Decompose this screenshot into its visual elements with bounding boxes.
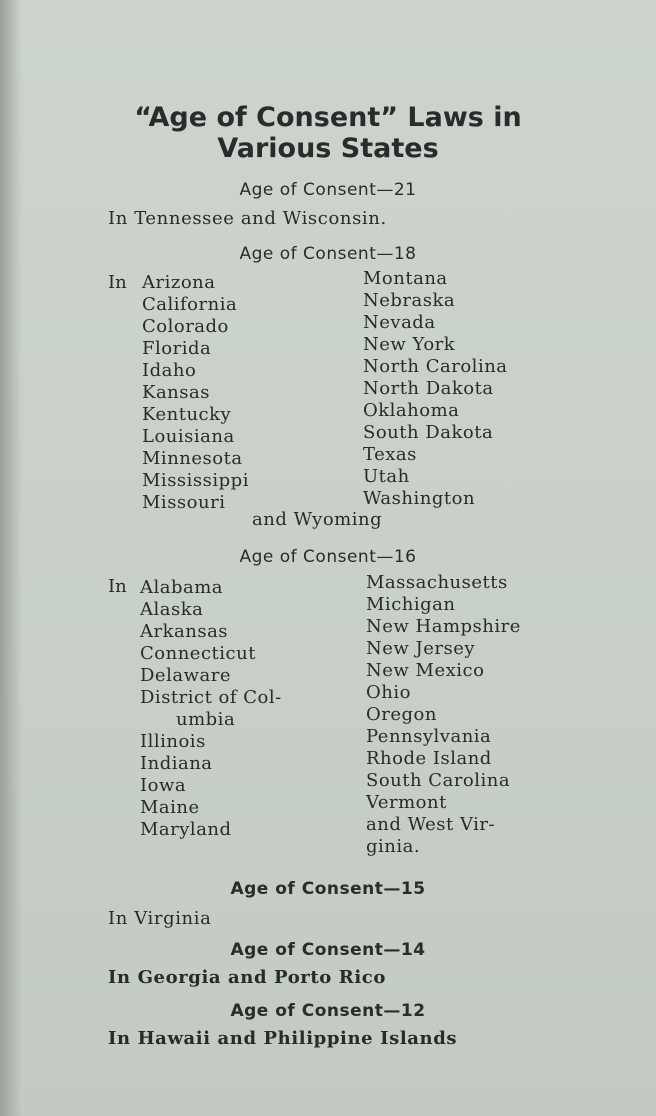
state-name: Colorado xyxy=(142,316,229,337)
left-column-18 xyxy=(142,272,249,514)
state-name: Idaho xyxy=(142,360,197,381)
state-name: ginia. xyxy=(366,836,421,857)
state-name: Nebraska xyxy=(363,290,456,311)
state-name: Kentucky xyxy=(142,404,232,425)
state-name: Indiana xyxy=(140,753,213,774)
heading-age-15: Age of Consent—15 xyxy=(230,879,426,899)
page-title xyxy=(0,102,656,164)
state-name: New Mexico xyxy=(366,660,485,681)
state-name: South Carolina xyxy=(366,770,511,791)
state-name: umbia xyxy=(176,709,236,730)
state-name: Mississippi xyxy=(142,470,249,491)
heading-age-12: Age of Consent—12 xyxy=(230,1001,426,1021)
heading-age-18: Age of Consent—18 xyxy=(239,244,417,264)
right-column-16 xyxy=(366,572,521,858)
state-name: New Jersey xyxy=(366,638,476,659)
in-label-18: In xyxy=(108,272,127,293)
state-name: Oklahoma xyxy=(363,400,460,421)
state-name: Montana xyxy=(363,268,448,289)
text-age-12: In Hawaii and Philippine Islands xyxy=(108,1028,458,1049)
left-column-16 xyxy=(140,576,282,840)
state-name: Minnesota xyxy=(142,448,243,469)
right-column-18 xyxy=(363,268,508,510)
state-name: New York xyxy=(363,334,456,355)
state-name: Iowa xyxy=(140,775,187,796)
title-line-1: “Age of Consent” Laws in xyxy=(134,102,522,133)
title-line-2: Various States xyxy=(217,133,439,164)
state-name: North Dakota xyxy=(363,378,494,399)
state-name: Massachusetts xyxy=(366,572,508,593)
state-name: Utah xyxy=(363,466,410,487)
state-name: Arkansas xyxy=(140,621,229,642)
state-name: Nevada xyxy=(363,312,436,333)
state-name: Ohio xyxy=(366,682,411,703)
heading-age-16: Age of Consent—16 xyxy=(239,547,417,567)
state-name: Illinois xyxy=(140,731,206,752)
text-age-15: In Virginia xyxy=(108,908,212,929)
state-name: Alaska xyxy=(140,599,204,620)
state-name: Kansas xyxy=(142,382,210,403)
in-label-16: In xyxy=(108,576,127,597)
state-name: Michigan xyxy=(366,594,456,615)
state-name: Maine xyxy=(140,797,200,818)
state-name: District of Col- xyxy=(140,687,282,708)
state-name: Texas xyxy=(363,444,417,465)
state-name: Florida xyxy=(142,338,212,359)
state-name: Delaware xyxy=(140,665,231,686)
state-name: Connecticut xyxy=(140,643,256,664)
state-name: Rhode Island xyxy=(366,748,492,769)
state-name: Arizona xyxy=(142,272,216,293)
state-name: Vermont xyxy=(366,792,447,813)
text-age-14: In Georgia and Porto Rico xyxy=(108,967,386,988)
state-name: Louisiana xyxy=(142,426,235,447)
state-name: Alabama xyxy=(140,577,224,598)
heading-age-21: Age of Consent—21 xyxy=(239,180,417,200)
state-name: Pennsylvania xyxy=(366,726,492,747)
state-name: California xyxy=(142,294,238,315)
state-name: North Carolina xyxy=(363,356,508,377)
state-name: Washington xyxy=(363,488,476,509)
state-name: Oregon xyxy=(366,704,437,725)
state-name: New Hampshire xyxy=(366,616,521,637)
tail-18: and Wyoming xyxy=(252,509,383,530)
state-name: South Dakota xyxy=(363,422,494,443)
state-name: Missouri xyxy=(142,492,226,513)
heading-age-14: Age of Consent—14 xyxy=(230,940,426,960)
text-age-21: In Tennessee and Wisconsin. xyxy=(108,208,387,229)
state-name: Maryland xyxy=(140,819,232,840)
state-name: and West Vir- xyxy=(366,814,496,835)
